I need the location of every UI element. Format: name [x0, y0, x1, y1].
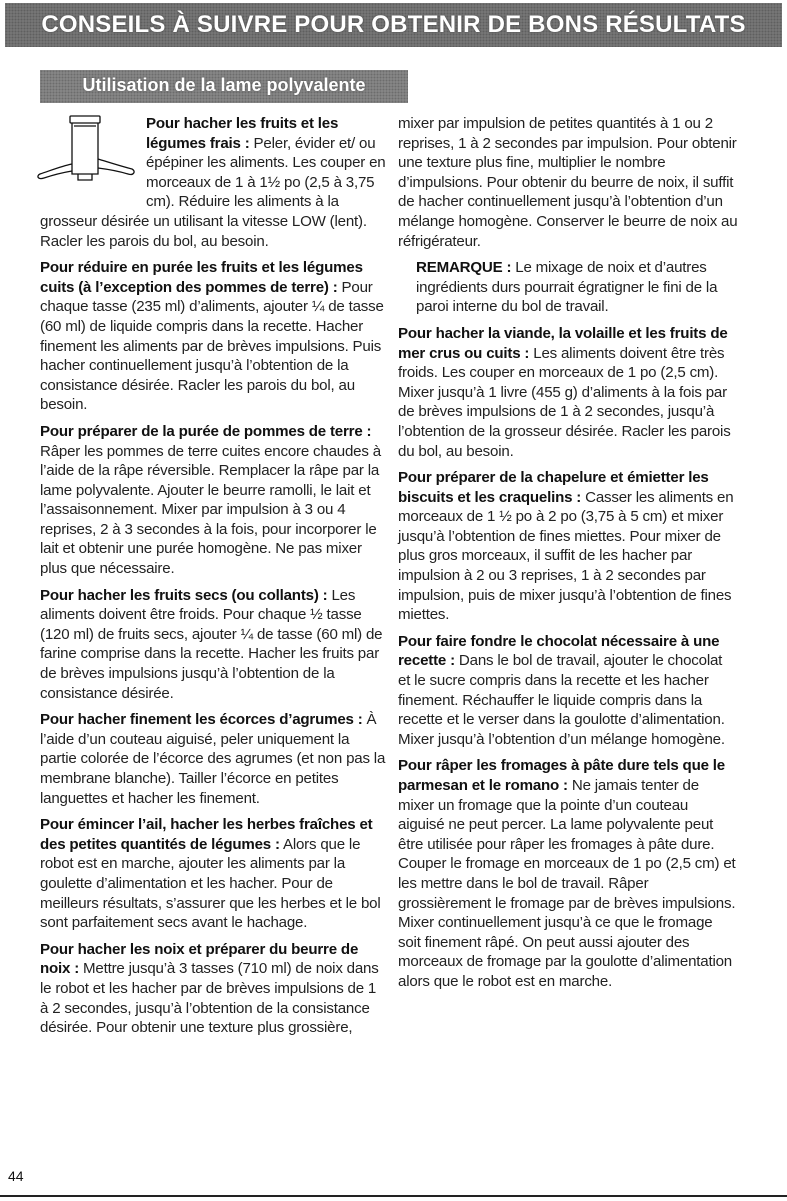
left-column	[40, 114, 388, 1045]
multipurpose-blade-icon	[30, 114, 142, 196]
header-banner	[5, 3, 782, 47]
paragraph: Pour préparer de la chapelure et émietter les biscuits et les craquelins : Casser les aliments en morceaux de 1 ½ po à 2 po (3,75 à 5 cm) et mixer jusqu’à l’obtention de fines miettes. Pour mixer de plus gros morceaux, il suffit de les hacher par impulsion à 2 ou 3 reprises, 1 à 2 secondes par impulsion, puis de mixer jusqu’à l’obtention de fines miettes.	[398, 469, 734, 624]
paragraph: Pour râper les fromages à pâte dure tels que le parmesan et le romano : Ne jamais tenter de mixer un fromage que la pointe d’un couteau aiguisé ne peut percer. La lame polyvalente peut être utilisée pour râper les fromages à pâte dure. Couper le fromage en morceaux de 1 po (2,5 cm) et les mettre dans le bol de travail. Râper grossièrement le fromage par de brèves impulsions. Mixer continuellement jusqu’à ce que le fromage soit finement râpé. On peut aussi ajouter des morceaux de fromage par la goulotte d’alimentation alors que le robot est en marche.	[398, 757, 736, 990]
note-paragraph: REMARQUE : Le mixage de noix et d’autres ingrédients durs pourrait égratigner le fini de la paroi interne du bol de travail.	[416, 259, 718, 316]
paragraph: Pour réduire en purée les fruits et les légumes cuits (à l’exception des pommes de terre) : Pour chaque tasse (235 ml) d’aliments, ajouter ¼ de tasse (60 ml) de liquide compris dans la recette. Hacher finement les aliments par de brèves impulsions. Puis hacher continuellement jusqu’à l’obtention de la consistance désirée. Racler les parois du bol, au besoin.	[40, 259, 384, 414]
section-banner	[40, 70, 408, 103]
paragraph: Pour hacher la viande, la volaille et les fruits de mer crus ou cuits : Les aliments doivent être très froids. Les couper en morceaux de 1 po (2,5 cm). Mixer jusqu’à 1 livre (455 g) d’aliments à la fois par de brèves impulsions de 1 à 2 secondes, jusqu’à l’obtention de la grosseur désirée. Racler les parois du bol, au besoin.	[398, 324, 731, 460]
page-title: CONSEILS À SUIVRE POUR OBTENIR DE BONS RÉSULTATS	[41, 11, 746, 38]
paragraph: mixer par impulsion de petites quantités à 1 ou 2 reprises, 1 à 2 secondes par impulsion. Pour obtenir une texture plus fine, multiplier le nombre d’impulsions. Pour obtenir du beurre de noix, il suffit de hacher continuellement jusqu’à l’obtention d’un mélange homogène. Conserver le beurre de noix au réfrigérateur.	[398, 115, 738, 250]
paragraph: Pour préparer de la purée de pommes de terre : Râper les pommes de terre cuites encore chaudes à l’aide de la râpe réversible. Remplacer la râpe par la lame polyvalente. Ajouter le beurre ramolli, le lait et l’assaisonnement. Mixer par impulsion à 3 ou 4 reprises, 2 à 3 secondes à la fois, pour incorporer le lait et obtenir une purée homogène. Ne pas mixer plus que nécessaire.	[40, 422, 381, 578]
footer-divider	[0, 1195, 787, 1197]
page-number: 44	[8, 1168, 24, 1184]
paragraph: Pour faire fondre le chocolat nécessaire à une recette : Dans le bol de travail, ajouter le chocolat et le sucre compris dans la recette et les hacher finement. Réchauffer le liquide compris dans la recette et le verser dans la goulotte d’alimentation. Mixer jusqu’à l’obtention d’un mélange homogène.	[398, 632, 725, 748]
paragraph: Pour hacher finement les écorces d’agrumes : À l’aide d’un couteau aiguisé, peler uniquement la partie colorée de l’écorce des agrumes (et non pas la membrane blanche). Tailler l’écorce en petites languettes et hacher les finement.	[40, 711, 386, 807]
paragraph: Pour émincer l’ail, hacher les herbes fraîches et des petites quantités de légumes : Alors que le robot est en marche, ajouter les aliments par la goulette d’alimentation et les hacher. Pour de meilleurs résultats, s’assurer que les herbes et le bol sont parfaitement secs avant le hachage.	[40, 816, 381, 932]
section-title: Utilisation de la lame polyvalente	[82, 75, 366, 95]
paragraph: Pour hacher les fruits secs (ou collants) : Les aliments doivent être froids. Pour chaque ½ tasse (120 ml) de fruits secs, ajouter ¼ de tasse (60 ml) de farine comprise dans la recette. Hacher les fruits par de brèves impulsions jusqu’à l’obtention de la consistance désirée.	[40, 586, 383, 702]
paragraph: Pour hacher les noix et préparer du beurre de noix : Mettre jusqu’à 3 tasses (710 ml) de noix dans le robot et les hacher par de brèves impulsions de 1 à 2 secondes, jusqu’à l’obtention de la consistance désirée. Pour obtenir une texture plus grossière,	[40, 940, 379, 1037]
right-column	[398, 114, 738, 999]
paragraph: Pour hacher les fruits et les légumes frais : Peler, évider et/ ou épépiner les aliments. Les couper en morceaux de 1 à 1½ po (2,5 à 3,75 cm). Réduire les aliments à la grosseur désirée un utilisant la vitesse LOW (lent). Racler les parois du bol, au besoin.	[40, 115, 386, 250]
